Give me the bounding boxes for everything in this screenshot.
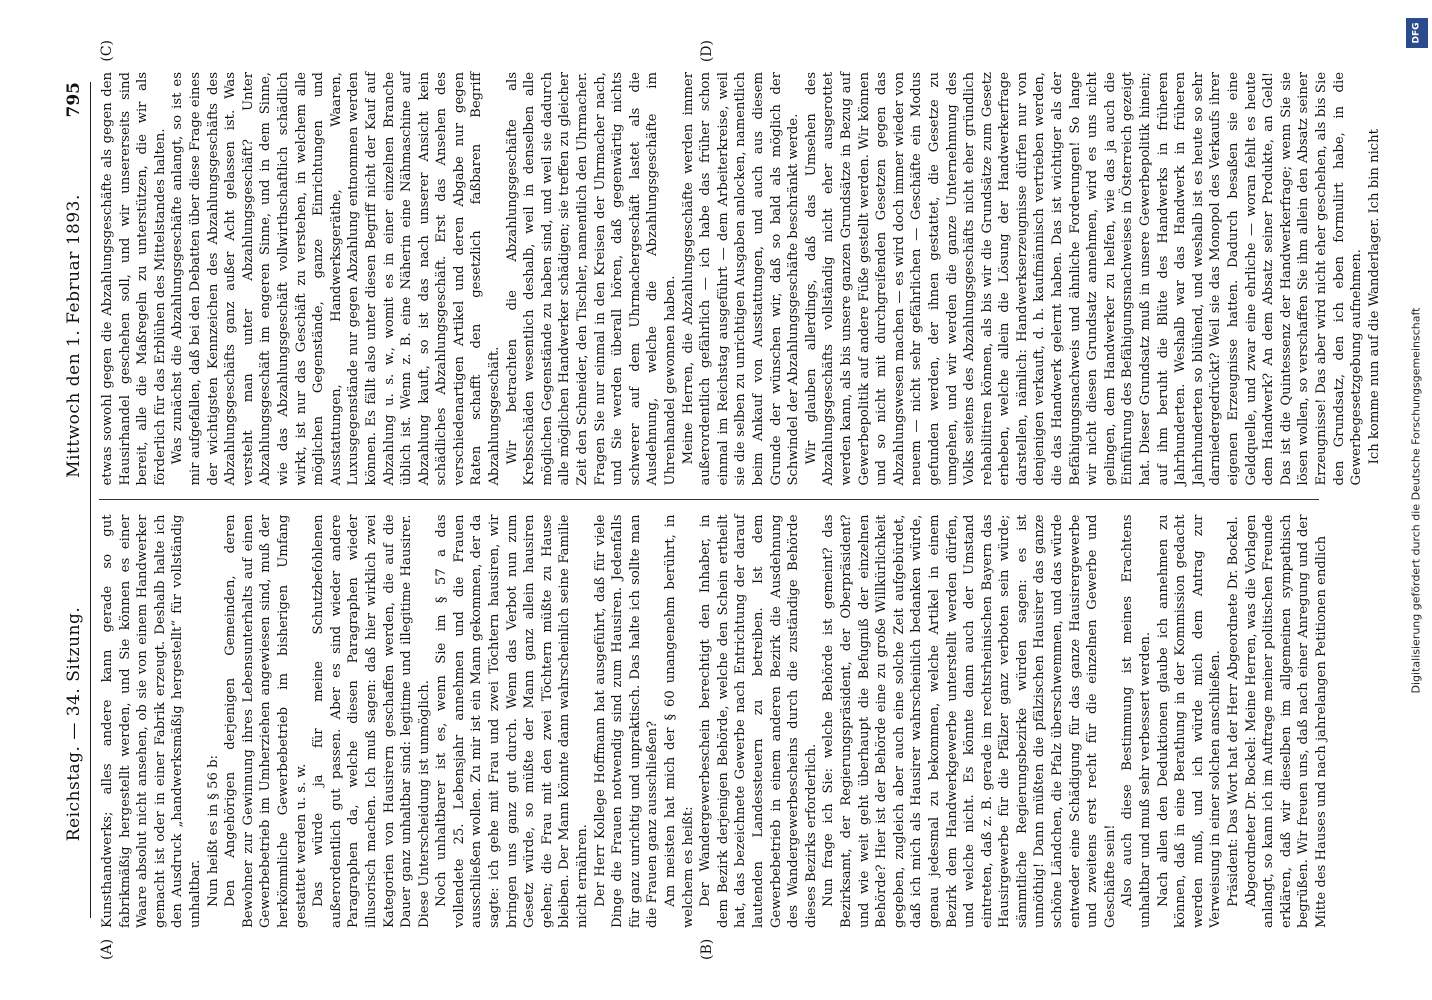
margin-letter-b: (B) — [699, 938, 715, 960]
dfg-logo: DFG — [1406, 18, 1428, 48]
margin-letter-c: (C) — [99, 40, 115, 62]
paragraph: Nun frage ich Sie: welche Behörde ist gemeint? das Bezirksamt, der Regierungspräsident, der Oberpräsident? und wie weit geht überhaupt die Befugniß der einzelnen Behörde? Hier ist der Behörde eine zu große Willkürlichkeit gegeben, zugleich aber auch eine solche Zeit aufgebürdet, daß ich mich als Hausirer wahrscheinlich bedanken würde, genau jedesmal zu bekommen, welche Artikel in einem Bezirk dem Handwerkgewerbe unterstellt werden dürfen, und welche nicht. Es könnte dann auch der Umstand eintreten, daß z. B. gerade im rechtsrheinischen Bayern das Hausirgewerbe für die Pfälzer ganz verboten sein würde; sämmtliche Regierungsbezirke würden sagen: es ist unnöthig! Dann müßten die pfälzischen Hausirer das ganze schöne Ländchen, die Pfalz überschwemmen, und das würde entweder eine Schädigung für das ganze Hausirergewerbe und zweitens erst recht für die einzelnen Gewerbe und Geschäfte sein! — [821, 514, 1118, 928]
paragraph: Noch unhaltbarer ist es, wenn Sie im § 57 a das vollendete 25. Lebensjahr annehmen und die Frauen ausschließen wollen. Zu mir ist ein Mann gekommen, der da sagte: ich gehe mit Frau und zwei Töchtern hausiren, wir bringen uns ganz gut durch. Wenn das Verbot nun zum Gesetz würde, so müßte der Mann ganz allein hausiren gehen; die Frau mit den zwei Töchtern müßte zu Hause bleiben. Der Mann könnte dann wahrscheinlich seine Familie nicht ernähren. — [434, 514, 591, 928]
running-head-left: Reichstag. — 34. Sitzung. — [64, 606, 84, 842]
margin-letter-d: (D) — [699, 40, 715, 63]
right-column — [99, 58, 1382, 500]
running-head-right: Mittwoch den 1. Februar 1893. — [64, 194, 84, 478]
quoted-paragraph: Der Wandergewerbeschein berechtigt den Inhaber, in dem Bezirk derjenigen Behörde, welche den Schein ertheilt hat, das bezeichnete Gewerbe nach Entrichtung der darauf lautenden Landessteuern zu betreiben. Ist dem Gewerbebetrieb in einem anderen Bezirk die Ausdehnung des Wandergewerbescheins durch die zuständige Behörde dieses Bezirks erforderlich. — [698, 514, 819, 928]
paragraph: Was zunächst die Abzahlungsgeschäfte anlangt, so ist es mir aufgefallen, daß bei den Debatten über diese Frage eines der wichtigsten Kennzeichen des Abzahlungsgeschäfts des Abzahlungsgeschäfts ganz außer Acht gelassen ist. Was versteht man unter Abzahlungsgeschäft? Unter Abzahlungsgeschäft im engeren Sinne, und in dem Sinne, wie das Abzahlungsgeschäft vollwirthschaftlich schädlich wirkt, ist nur das Geschäft zu verstehen, in welchem alle möglichen Gegenstände, ganze Einrichtungen und Ausstattungen, Handwerksgeräthe, Waaren, Luxusgegenstände nur gegen Abzahlung entnommen werden können. Es fällt also unter diesen Begriff nicht der Kauf auf Abzahlung u. s. w., womit es in einer einzelnen Branche üblich ist. Wenn z. B. eine Näherin eine Nähmaschine auf Abzahlung kauft, so ist das nach unserer Ansicht kein schädliches Abzahlungsgeschäft. Erst das Ansehen des verschiedenartigen Artikel und deren Abgabe nur gegen Raten schafft den gesetzlich faßbaren Begriff Abzahlungsgeschäft. — [170, 72, 503, 486]
page-number: 795 — [64, 82, 84, 118]
digitization-credit — [1402, 0, 1430, 1000]
paragraph: etwas sowohl gegen die Abzahlungsgeschäfte als gegen den Hausirhandel geschehen soll, und wir unsererseits sind bereit, alle die Maßregeln zu unterstützen, die wir als förderlich für das Erblühen des Mittelstandes halten. — [100, 72, 168, 486]
left-column — [99, 501, 1329, 943]
text-columns — [99, 40, 1382, 960]
speaker-paragraph: Abgeordneter Dr. Bockel: Meine Herren, was die Vorlagen anlangt, so kann ich im Auftrage meiner politischen Freunde erklären, daß wir dieselben im allgemeinen sympathisch begrüßen. Wir freuen uns, daß nach einer Anregung und der Mitte des Hauses und nach jahrelangen Petitionen endlich — [1243, 514, 1329, 928]
running-head — [64, 82, 91, 918]
paragraph: Nun heißt es in § 56 b: — [205, 755, 221, 907]
column-divider — [99, 500, 1319, 501]
paragraph: Nach allen den Deduktionen glaube ich annehmen zu können, daß in eine Berathung in der Kommission gedacht werden muß, und ich würde mich dem Antrag zur Verweisung in einer solchen anschließen. — [1155, 514, 1224, 928]
paragraph: Am meisten hat mich der § 60 unangenehm berührt, in welchem es heißt: — [663, 514, 696, 928]
paragraph: Meine Herren, die Abzahlungsgeschäfte werden immer außerordentlich gefährlich — ich habe das früher schon einmal im Reichstag ausgeführt — dem Arbeiterkreise, weil sie die selben zu unrichtigen Ausgaben anlocken, namentlich beim Ankauf von Ausstattungen, und auch aus diesem Grunde der wünschen wir, daß so bald als möglich der Schwindel der Abzahlungsgeschäfte beschränkt werde. — [680, 72, 802, 486]
paragraph: Wir betrachten die Abzahlungsgeschäfte als Krebsschäden wesentlich deshalb, weil in denselben alle möglichen Gegenstände zu haben sind, und weil sie dadurch alle möglichen Handwerker schädigen; sie treffen zu gleicher Zeit den Schneider, den Tischler, namentlich den Uhrmacher. Fragen Sie nur einmal in den Kreisen der Uhrmacher nach, und Sie werden überall hören, daß gegenwärtig nichts schwerer auf dem Uhrmachergeschäft lastet als die Ausdehnung, welche die Abzahlungsgeschäfte im Uhrenhandel gewonnen haben. — [504, 72, 678, 486]
speaker-paragraph: Präsident: Das Wort hat der Herr Abgeordnete Dr. Bockel. — [1226, 516, 1241, 907]
paragraph: Kunsthandwerks; alles andere kann gerade so gut fabrikmäßig hergestellt werden, und Sie können es einer Waare absolut nicht ansehen, ob sie von einem Handwerker gemacht ist oder in einer Fabrik erzeugt. Deshalb halte ich den Ausdruck „handwerksmäßig hergestellt“ für vollständig unhaltbar. — [100, 514, 203, 928]
margin-letter-a: (A) — [99, 938, 115, 960]
paragraph: Das würde ja für meine Schutzbefohlenen außerordentlich gut passen. Aber es sind wieder andere Paragraphen da, welche diesen Paragraphen wieder illusorisch machen. Ich muß sagen: daß hier wirklich zwei Kategorien von Hausirern geschaffen werden, die auf die Dauer ganz unhaltbar sind: legitime und illegitime Hausirer. Diese Unterscheidung ist unmöglich. — [311, 514, 432, 928]
credit-text: Digitalisierung gefördert durch die Deutsche Forschungsgemeinschaft — [1409, 307, 1423, 693]
quoted-paragraph: Den Angehörigen derjenigen Gemeinden, deren Bewohner zur Gewinnung ihres Lebensunterhalts auf einen Gewerbebetrieb im Umherziehen angewiesen sind, muß der herkömmliche Gewerbebetrieb im bisherigen Umfang gestattet werden u. s. w. — [223, 514, 309, 928]
paragraph: Also auch diese Bestimmung ist meines Erachtens unhaltbar und muß sehr verbessert werden. — [1120, 514, 1154, 928]
paragraph: Ich komme nun auf die Wanderlager. Ich bin nicht — [1366, 129, 1382, 465]
document-page — [46, 30, 1386, 970]
paragraph: Der Herr Kollege Hoffmann hat ausgeführt, daß für viele Dinge die Frauen notwendig sind zum Hausiren. Jedenfalls für ganz unrichtig und unpraktisch. Das halte ich sollte man die Frauen ganz ausschließen? — [592, 514, 661, 928]
paragraph: Wir glauben allerdings, daß das Umsehen des Abzahlungsgeschäfts vollständig nicht eher ausgerottet werden kann, als bis unsere ganzen Grundsätze in Bezug auf Gewerbepolitik auf andere Füße gestellt werden. Wir können und so nicht mit durchgreifenden Gesetzen gegen das Abzahlungswesen machen — es wird doch immer wieder von neuem — nicht sehr gefährlichen — Geschäfte ein Modus gefunden werden, der ihnen gestattet, die Gesetze zu umgehen, und wir werden die ganze Unternehmung des Volks seitens des Abzahlungsgeschäfts nicht eher gründlich rehabilitiren können, als bis wir die Grundsätze zum Gesetz erheben, welche allein die Lösung der Handwerkerfrage darstellen, nämlich: Handwerkserzeugnisse dürfen nur von denjenigen verkauft, d. h. kaufmännisch vertrieben werden, die das Handwerk gelernt haben. Das ist wichtiger als der Befähigungsnachweis und ähnliche Forderungen! So lange wir nicht diesen Grundsatz annehmen, wird es uns nicht gelingen, dem Handwerker zu helfen, wie das ja auch die Einführung des Befähigungsnachweises in Österreich gezeigt hat. Dieser Grundsatz muß in unsere Gewerbepolitik hinein; auf ihm beruht die Blüte des Handwerks in früheren Jahrhunderten. Weshalb war das Handwerk in früheren Jahrhunderten so blühend, und weshalb ist es heute so sehr darniedergedrückt? Weil sie das Monopol des Verkaufs ihrer eigenen Erzeugnisse hatten. Dadurch besaßen sie eine Geldquelle, und zwar eine ehrliche — woran fehlt es heute dem Handwerk? An dem Absatz seiner Produkte, an Geld! Das ist die Quintessenz der Handwerkerfrage; wenn Sie sie lösen wollen, so verschaffen Sie ihm allein den Absatz seiner Erzeugnisse! Das aber wird nicht eher geschehen, als bis Sie den Grundsatz, den ich eben formulirt habe, in die Gewerbegesetzgebung aufnehmen. — [803, 72, 1365, 486]
